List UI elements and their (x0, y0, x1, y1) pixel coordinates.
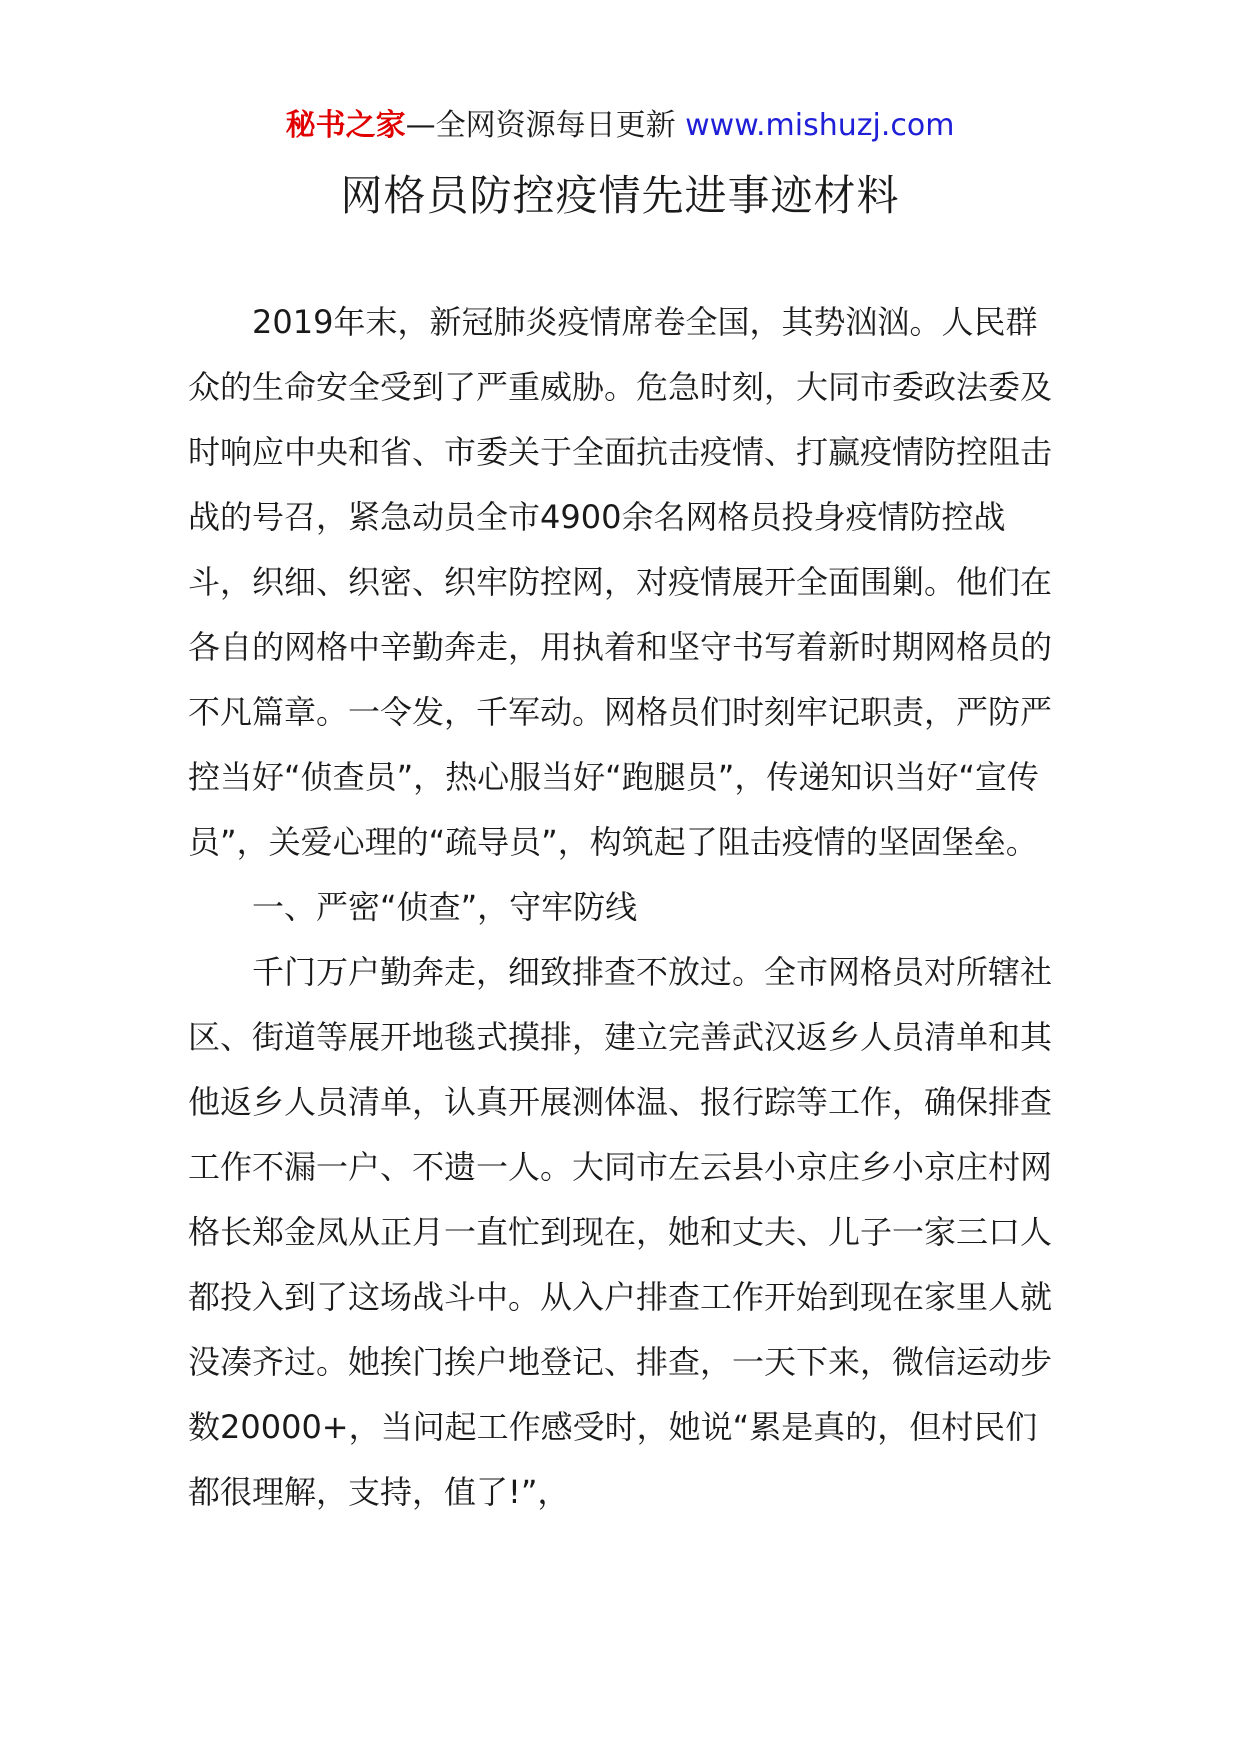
site-url-link[interactable]: www.mishuzj.com (685, 108, 955, 143)
site-header (0, 104, 1240, 148)
intro-paragraph: 2019年末，新冠肺炎疫情席卷全国，其势汹汹。人民群众的生命安全受到了严重威胁。危急时刻，大同市委政法委及时响应中央和省、市委关于全面抗击疫情、打赢疫情防控阻击战的号召，紧急动员全市4900余名网格员投身疫情防控战斗，织细、织密、织牢防控网，对疫情展开全面围剿。他们在各自的网格中辛勤奔走，用执着和坚守书写着新时期网格员的不凡篇章。一令发，千军动。网格员们时刻牢记职责，严防严控当好“侦查员”，热心服当好“跑腿员”，传递知识当好“宣传员”，关爱心理的“疏导员”，构筑起了阻击疫情的坚固堡垒。 (188, 303, 1053, 861)
document-body (188, 290, 1058, 1525)
site-brand: 秘书之家 (285, 108, 406, 143)
section-paragraph: 千门万户勤奔走，细致排查不放过。全市网格员对所辖社区、街道等展开地毯式摸排，建立完善武汉返乡人员清单和其他返乡人员清单，认真开展测体温、报行踪等工作，确保排查工作不漏一户、不遗一人。大同市左云县小京庄乡小京庄村网格长郑金凤从正月一直忙到现在，她和丈夫、儿子一家三口人都投入到了这场战斗中。从入户排查工作开始到现在家里人就没凑齐过。她挨门挨户地登记、排查，一天下来，微信运动步数20000+，当问起工作感受时，她说“累是真的，但村民们都很理解，支持，值了!”， (188, 953, 1053, 1511)
section-heading: 一、严密“侦查”，守牢防线 (252, 888, 638, 926)
site-tagline: —全网资源每日更新 (405, 108, 686, 143)
document-title: 网格员防控疫情先进事迹材料 (340, 171, 900, 220)
